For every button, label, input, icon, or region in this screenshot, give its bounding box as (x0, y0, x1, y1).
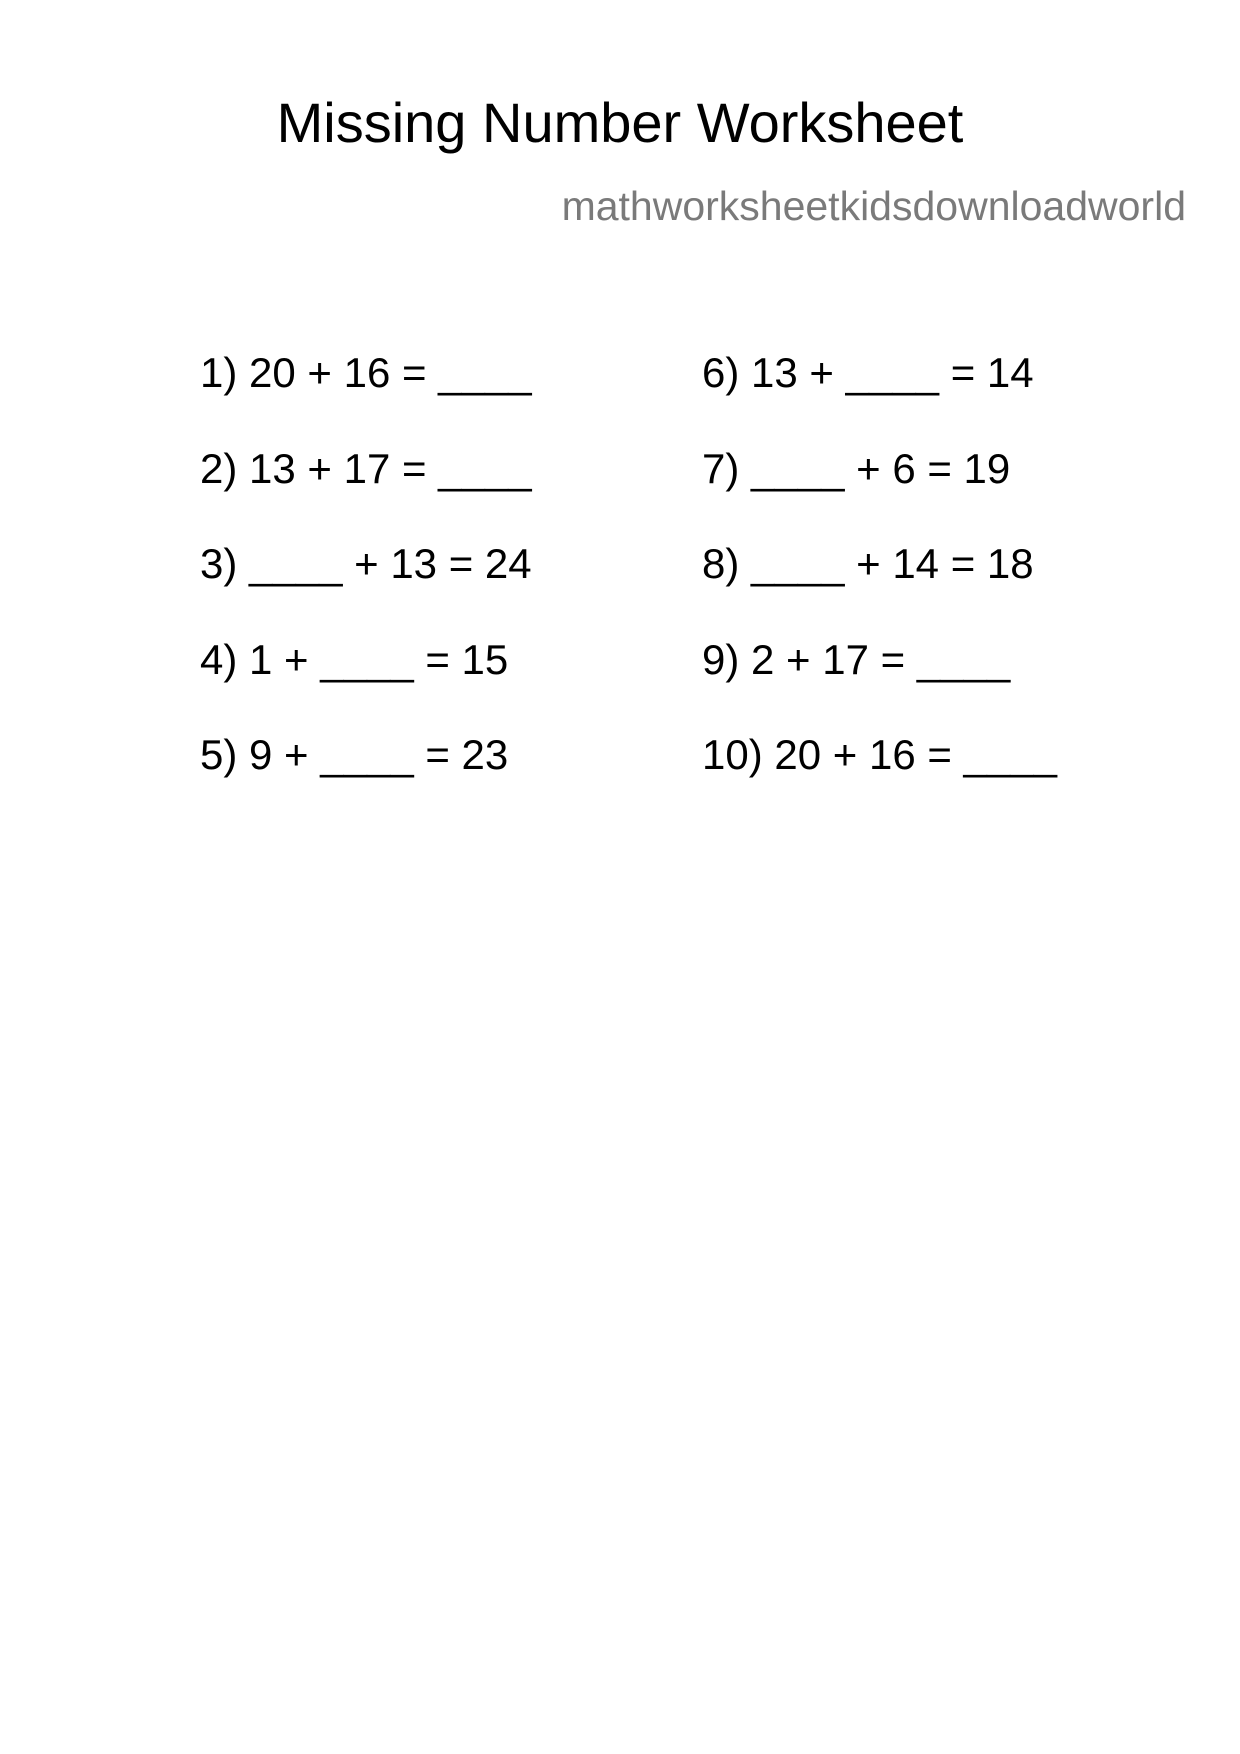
problems-right-column (702, 349, 1172, 830)
problem-6: 6) 13 + ____ = 14 (702, 349, 1034, 396)
problem-9: 9) 2 + 17 = ____ (702, 635, 1011, 683)
problem-5: 5) 9 + ____ = 23 (200, 731, 509, 778)
problem-4: 4) 1 + ____ = 15 (200, 635, 509, 683)
problem-3: 3) ____ + 13 = 24 (200, 540, 532, 587)
worksheet-source-text: mathworksheetkidsdownloadworld (561, 183, 1186, 229)
problem-10: 10) 20 + 16 = ____ (702, 731, 1057, 778)
problem-7: 7) ____ + 6 = 19 (702, 444, 1011, 492)
problem-2: 2) 13 + 17 = ____ (200, 444, 532, 492)
problems-left-column (200, 349, 670, 830)
problem-8: 8) ____ + 14 = 18 (702, 540, 1034, 587)
worksheet-title: Missing Number Worksheet (276, 91, 964, 154)
problem-1: 1) 20 + 16 = ____ (200, 349, 532, 396)
